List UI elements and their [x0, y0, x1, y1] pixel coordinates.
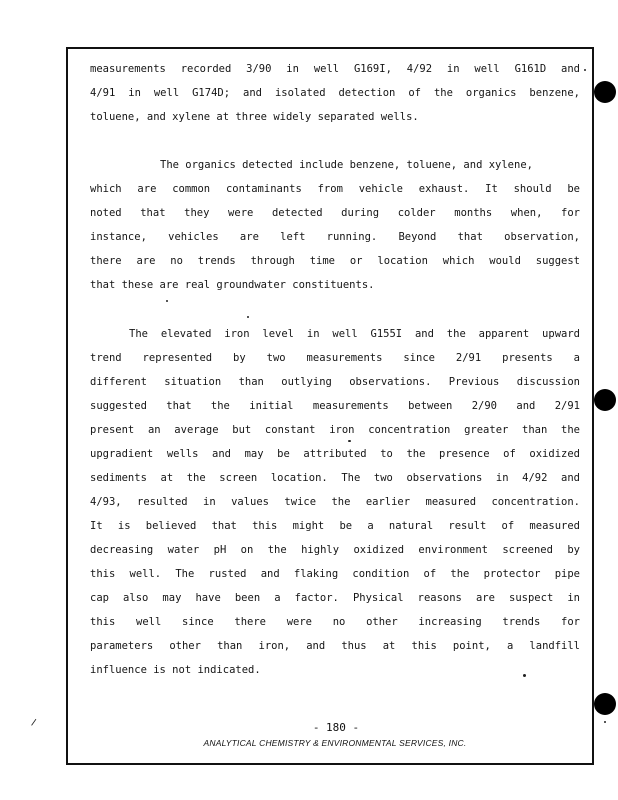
- scan-speck: [166, 300, 168, 302]
- company-footer: ANALYTICAL CHEMISTRY & ENVIRONMENTAL SERVICES, INC.: [203, 738, 467, 748]
- text-line: toluene, and xylene at three widely separated wells.: [90, 111, 419, 123]
- text-line: which are common contaminants from vehicle exhaust. It should be: [90, 183, 580, 195]
- text-line: this well since there were no other increasing trends for: [90, 616, 580, 628]
- binder-hole-icon: [594, 389, 616, 411]
- text-line: present an average but constant iron concentration greater than the: [90, 424, 580, 436]
- text-line: decreasing water pH on the highly oxidized environment screened by: [90, 544, 580, 556]
- scan-speck: [604, 721, 606, 723]
- text-line: measurements recorded 3/90 in well G169I, 4/92 in well G161D and: [90, 63, 580, 75]
- text-line: suggested that the initial measurements between 2/90 and 2/91: [90, 400, 580, 412]
- text-line: cap also may have been a factor. Physical reasons are suspect in: [90, 592, 580, 604]
- text-line: noted that they were detected during colder months when, for: [90, 207, 580, 219]
- text-line: different situation than outlying observations. Previous discussion: [90, 376, 580, 388]
- scan-speck: [247, 316, 249, 318]
- binder-hole-icon: [594, 81, 616, 103]
- text-line: that these are real groundwater constituents.: [90, 279, 375, 291]
- text-line: upgradient wells and may be attributed to the presence of oxidized: [90, 448, 580, 460]
- binder-hole-icon: [594, 693, 616, 715]
- page-number: - 180 -: [312, 721, 360, 734]
- text-line: 4/93, resulted in values twice the earlier measured concentration.: [90, 496, 580, 508]
- text-line: The elevated iron level in well G155I and the apparent upward: [129, 328, 580, 340]
- text-line: instance, vehicles are left running. Beyond that observation,: [90, 231, 580, 243]
- text-line: The organics detected include benzene, toluene, and xylene,: [160, 159, 533, 171]
- margin-pen-mark-icon: ⸝: [27, 708, 39, 729]
- scan-speck: [584, 69, 586, 71]
- text-line: 4/91 in well G174D; and isolated detection of the organics benzene,: [90, 87, 580, 99]
- text-line: this well. The rusted and flaking condition of the protector pipe: [90, 568, 580, 580]
- text-line: trend represented by two measurements since 2/91 presents a: [90, 352, 580, 364]
- text-line: It is believed that this might be a natural result of measured: [90, 520, 580, 532]
- scan-speck: [348, 440, 351, 442]
- text-line: influence is not indicated.: [90, 664, 261, 676]
- scan-speck: [523, 674, 526, 677]
- text-line: parameters other than iron, and thus at this point, a landfill: [90, 640, 580, 652]
- text-line: sediments at the screen location. The two observations in 4/92 and: [90, 472, 580, 484]
- text-line: there are no trends through time or location which would suggest: [90, 255, 580, 267]
